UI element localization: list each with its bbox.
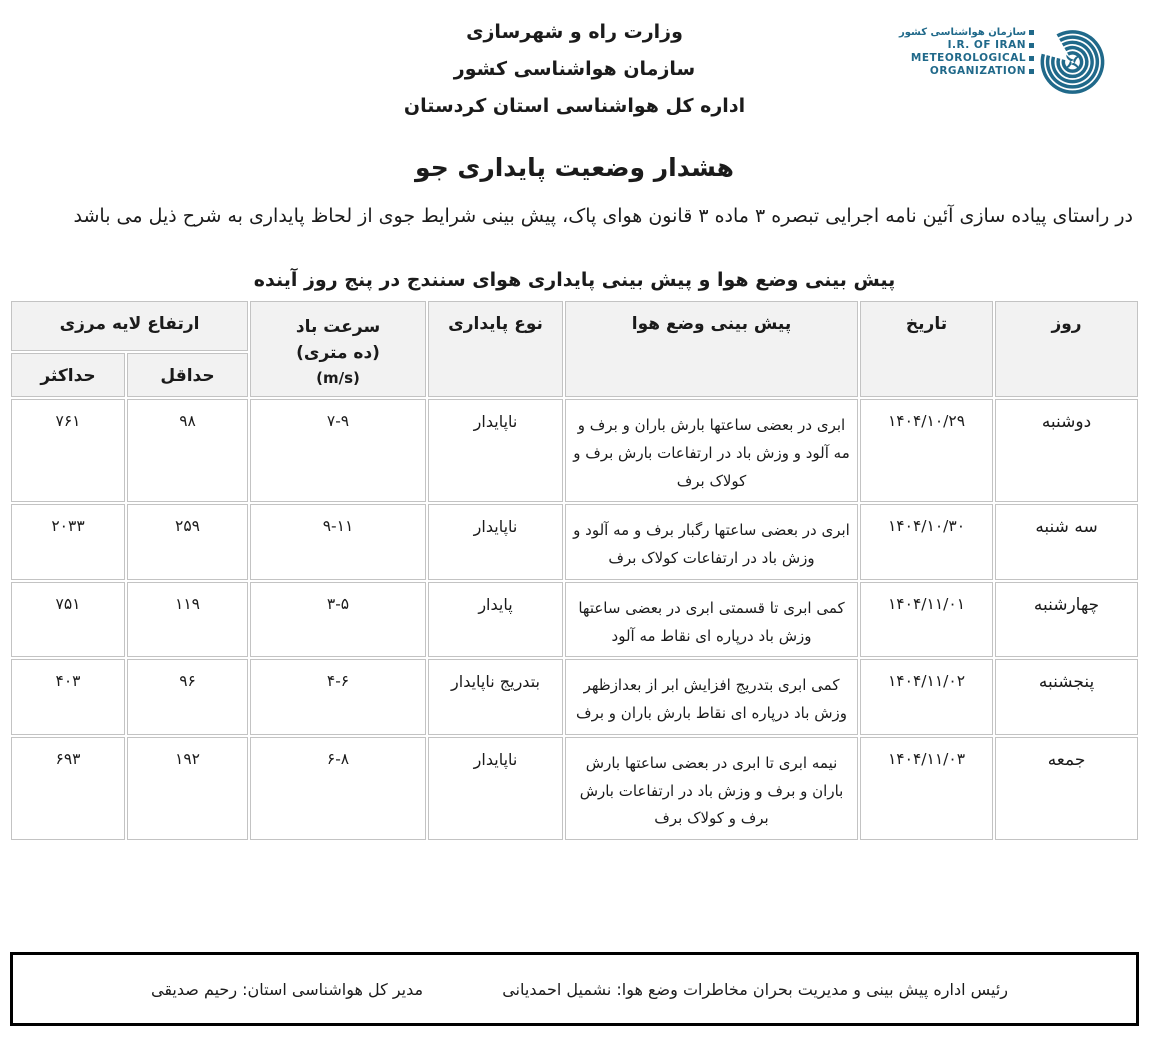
cell-stability: ناپایدار xyxy=(428,399,563,502)
cell-wind: ۳-۵ xyxy=(250,582,426,658)
wind-header-unit: (m/s) xyxy=(316,368,360,387)
logo-text xyxy=(899,26,1034,78)
cell-wind: ۴-۶ xyxy=(250,659,426,735)
cell-forecast: ابری در بعضی ساعتها بارش باران و برف و مه آلود و وزش باد در ارتفاعات بارش برف و کولاک برف xyxy=(565,399,858,502)
wind-header-line2: (ده متری) xyxy=(296,343,380,364)
table-row xyxy=(11,659,1138,735)
met-org-logo xyxy=(899,8,1109,120)
cell-max: ۶۹۳ xyxy=(11,737,125,840)
table-row xyxy=(11,582,1138,658)
cell-stability: ناپایدار xyxy=(428,737,563,840)
cell-forecast: ابری در بعضی ساعتها رگبار برف و مه آلود و وزش باد در ارتفاعات کولاک برف xyxy=(565,504,858,580)
forecast-head-signature: رئیس اداره پیش بینی و مدیریت بحران مخاطرات وضع هوا: نشمیل احمدیانی xyxy=(502,979,1008,999)
cell-max: ۲۰۳۳ xyxy=(11,504,125,580)
cell-max: ۷۵۱ xyxy=(11,582,125,658)
table-row xyxy=(11,504,1138,580)
logo-english-line2: METEOROLOGICAL xyxy=(911,52,1034,65)
col-header-min: حداقل xyxy=(127,353,248,397)
table-row xyxy=(11,399,1138,502)
cell-wind: ۶-۸ xyxy=(250,737,426,840)
pinwheel-center xyxy=(1065,55,1080,70)
cell-max: ۴۰۳ xyxy=(11,659,125,735)
cell-stability: بتدریج ناپایدار xyxy=(428,659,563,735)
cell-forecast: نیمه ابری تا ابری در بعضی ساعتها بارش باران و برف و وزش باد در ارتفاعات بارش برف و کولاک برف xyxy=(565,737,858,840)
col-header-forecast: پیش بینی وضع هوا xyxy=(565,301,858,397)
cell-max: ۷۶۱ xyxy=(11,399,125,502)
table-row xyxy=(11,737,1138,840)
cell-day: چهارشنبه xyxy=(995,582,1138,658)
director-general-signature: مدیر کل هواشناسی استان: رحیم صدیقی xyxy=(151,979,424,999)
cell-day: جمعه xyxy=(995,737,1138,840)
cell-min: ۲۵۹ xyxy=(127,504,248,580)
page-title: هشدار وضعیت پایداری جو xyxy=(415,153,734,182)
cell-stability: پایدار xyxy=(428,582,563,658)
cell-date: ۱۴۰۴/۱۱/۰۱ xyxy=(860,582,993,658)
cell-wind: ۹-۱۱ xyxy=(250,504,426,580)
col-header-wind-speed xyxy=(250,301,426,397)
wind-header-line1: سرعت باد xyxy=(295,317,381,337)
table-title: پیش بینی وضع هوا و پیش بینی پایداری هوای سنندج در پنج روز آینده xyxy=(253,269,896,291)
col-header-max: حداکثر xyxy=(11,353,125,397)
cell-forecast: کمی ابری تا قسمتی ابری در بعضی ساعتها وزش باد درپاره ای نقاط مه آلود xyxy=(565,582,858,658)
cell-min: ۹۸ xyxy=(127,399,248,502)
province-office-name: اداره کل هواشناسی استان کردستان xyxy=(403,95,746,117)
col-header-day: روز xyxy=(995,301,1138,397)
cell-date: ۱۴۰۴/۱۱/۰۳ xyxy=(860,737,993,840)
cell-min: ۹۶ xyxy=(127,659,248,735)
col-header-stability: نوع پایداری xyxy=(428,301,563,397)
logo-english-line1: I.R. OF IRAN xyxy=(948,39,1034,52)
forecast-table xyxy=(9,299,1140,842)
cell-wind: ۷-۹ xyxy=(250,399,426,502)
cell-day: سه شنبه xyxy=(995,504,1138,580)
cell-day: دوشنبه xyxy=(995,399,1138,502)
col-header-date: تاریخ xyxy=(860,301,993,397)
cell-forecast: کمی ابری بتدریج افزایش ابر از بعدازظهر وزش باد درپاره ای نقاط بارش باران و برف xyxy=(565,659,858,735)
cell-date: ۱۴۰۴/۱۰/۲۹ xyxy=(860,399,993,502)
ministry-name: وزارت راه و شهرسازی xyxy=(466,21,683,43)
logo-persian-name: سازمان هواشناسی کشور xyxy=(899,26,1034,39)
cell-date: ۱۴۰۴/۱۰/۳۰ xyxy=(860,504,993,580)
signature-box xyxy=(10,952,1139,1026)
cell-day: پنجشنبه xyxy=(995,659,1138,735)
cell-min: ۱۹۲ xyxy=(127,737,248,840)
cell-date: ۱۴۰۴/۱۱/۰۲ xyxy=(860,659,993,735)
cell-min: ۱۱۹ xyxy=(127,582,248,658)
col-header-boundary-layer: ارتفاع لایه مرزی xyxy=(11,301,248,351)
spiral-logo-icon xyxy=(1036,8,1109,116)
logo-english-line3: ORGANIZATION xyxy=(930,65,1034,78)
cell-stability: ناپایدار xyxy=(428,504,563,580)
organization-name: سازمان هواشناسی کشور xyxy=(453,58,696,80)
intro-paragraph: در راستای پیاده سازی آئین نامه اجرایی تبصره ۳ ماده ۳ قانون هوای پاک، پیش بینی شرایط جوی از لحاظ پایداری به شرح ذیل می باشد xyxy=(73,205,1133,227)
